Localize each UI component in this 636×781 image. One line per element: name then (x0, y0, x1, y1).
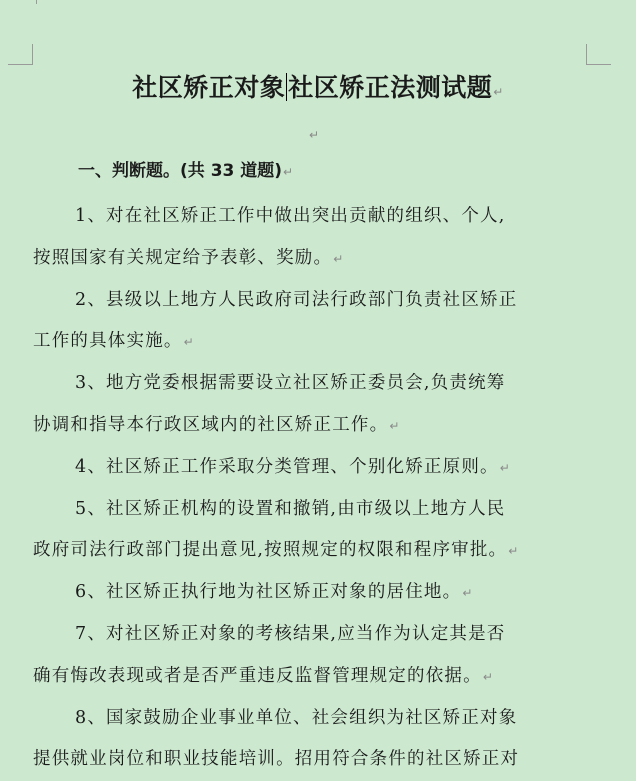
question-list[interactable] (33, 196, 593, 781)
paragraph-mark-icon: ↵ (493, 85, 504, 99)
empty-paragraph[interactable] (308, 126, 319, 143)
question-item[interactable] (33, 280, 593, 364)
question-text-line: 协调和指导本行政区域内的社区矫正工作。 (33, 414, 389, 435)
question-text-line: 按照国家有关规定给予表彰、奖励。 (33, 247, 333, 268)
crop-mark-top-left (8, 44, 33, 65)
question-text-line: 3、地方党委根据需要设立社区矫正委员会,负责统筹 (75, 373, 506, 394)
question-item[interactable] (33, 614, 593, 698)
question-text-line: 4、社区矫正工作采取分类管理、个别化矫正原则。 (75, 456, 499, 477)
paragraph-mark-icon: ↵ (183, 335, 195, 350)
question-item[interactable] (33, 196, 593, 280)
title-part-2: 社区矫正法测试题 (288, 73, 493, 102)
question-text-line: 8、国家鼓励企业事业单位、社会组织为社区矫正对象 (75, 707, 518, 728)
title-part-1: 社区矫正对象 (132, 73, 286, 102)
question-text-line: 政府司法行政部门提出意见,按照规定的权限和程序审批。 (33, 540, 508, 561)
paragraph-mark-icon: ↵ (482, 669, 495, 684)
crop-mark-top-right (586, 44, 611, 65)
paragraph-mark-icon: ↵ (309, 128, 320, 142)
question-text-line: 1、对在社区矫正工作中做出突出贡献的组织、个人, (75, 206, 506, 226)
top-margin-tick (36, 0, 37, 4)
question-item[interactable] (33, 489, 593, 573)
question-text-line: 提供就业岗位和职业技能培训。招用符合条件的社区矫正对 (33, 749, 520, 770)
paragraph-mark-icon: ↵ (283, 165, 294, 179)
question-text-line: 2、县级以上地方人民政府司法行政部门负责社区矫正 (75, 289, 518, 310)
paragraph-mark-icon: ↵ (462, 586, 474, 601)
question-text-line: 6、社区矫正执行地为社区矫正对象的居住地。 (75, 582, 462, 603)
section-heading[interactable] (78, 158, 293, 185)
question-item[interactable] (33, 572, 593, 614)
question-item[interactable] (33, 363, 593, 447)
question-item[interactable] (33, 447, 593, 489)
section-heading-text: 一、判断题。(共 33 道题) (78, 161, 283, 181)
question-text-line: 7、对社区矫正对象的考核结果,应当作为认定其是否 (75, 623, 506, 644)
question-item[interactable] (33, 698, 593, 781)
question-text-line: 工作的具体实施。 (33, 331, 183, 352)
question-text-line: 5、社区矫正机构的设置和撤销,由市级以上地方人民 (75, 498, 506, 519)
paragraph-mark-icon: ↵ (508, 544, 520, 559)
paragraph-mark-icon: ↵ (499, 460, 511, 475)
paragraph-mark-icon: ↵ (389, 418, 401, 433)
question-text-line: 确有悔改表现或者是否严重违反监督管理规定的依据。 (33, 665, 482, 686)
document-title[interactable] (0, 70, 636, 110)
paragraph-mark-icon: ↵ (333, 251, 345, 266)
